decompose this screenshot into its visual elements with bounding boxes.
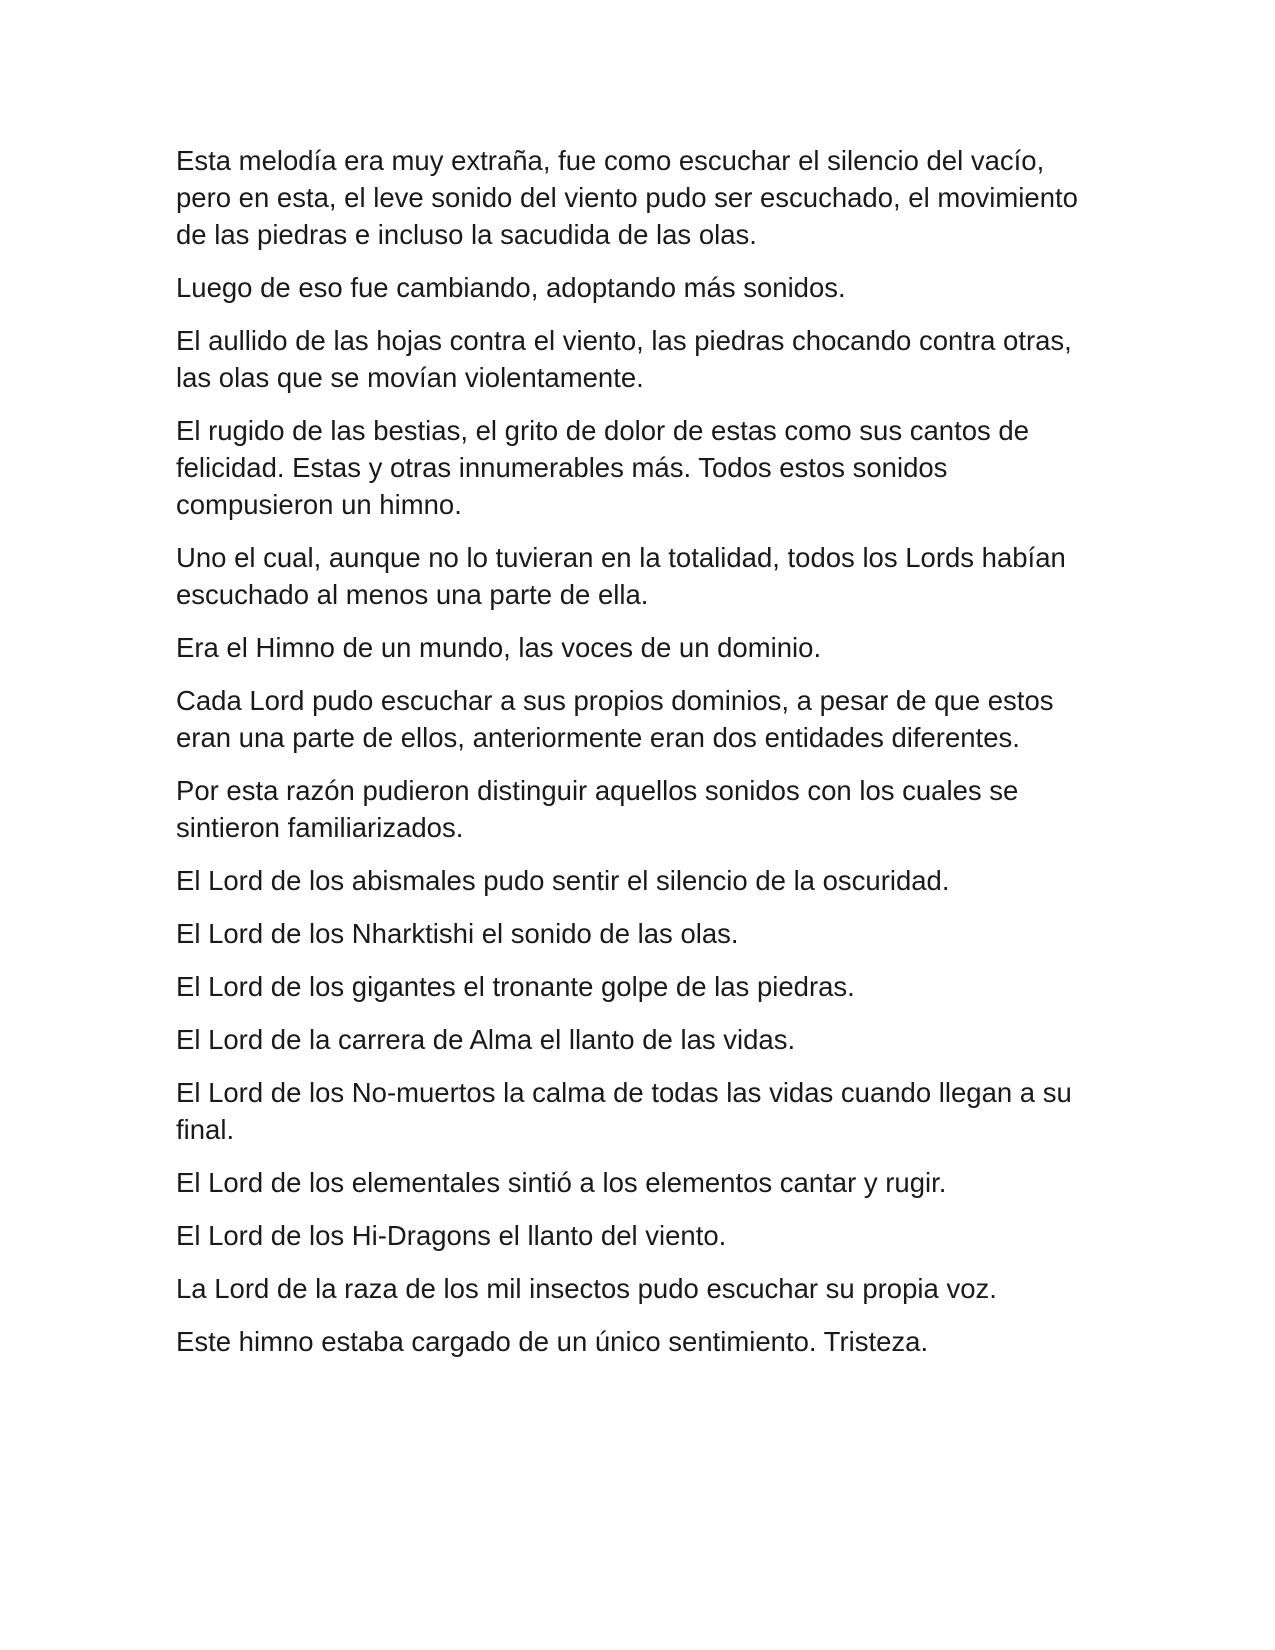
paragraph-13: El Lord de los No-muertos la calma de todas las vidas cuando llegan a su final. (176, 1077, 1072, 1145)
paragraph-17: Este himno estaba cargado de un único sentimiento. Tristeza. (176, 1326, 929, 1357)
paragraph-12: El Lord de la carrera de Alma el llanto de las vidas. (176, 1024, 796, 1055)
paragraph-5: Uno el cual, aunque no lo tuvieran en la totalidad, todos los Lords habían escuchado al menos una parte de ella. (176, 542, 1066, 610)
paragraph-1: Esta melodía era muy extraña, fue como escuchar el silencio del vacío, pero en esta, el leve sonido del viento pudo ser escuchado, el movimiento de las piedras e incluso la sacudida de las olas. (176, 145, 1078, 250)
paragraph-10: El Lord de los Nharktishi el sonido de las olas. (176, 918, 739, 949)
paragraph-14: El Lord de los elementales sintió a los elementos cantar y rugir. (176, 1167, 947, 1198)
paragraph-9: El Lord de los abismales pudo sentir el silencio de la oscuridad. (176, 865, 950, 896)
document-body (176, 142, 1106, 1376)
paragraph-4: El rugido de las bestias, el grito de dolor de estas como sus cantos de felicidad. Estas y otras innumerables más. Todos estos sonidos compusieron un himno. (176, 415, 1029, 520)
paragraph-11: El Lord de los gigantes el tronante golpe de las piedras. (176, 971, 855, 1002)
paragraph-8: Por esta razón pudieron distinguir aquellos sonidos con los cuales se sintieron familiarizados. (176, 775, 1019, 843)
paragraph-6: Era el Himno de un mundo, las voces de un dominio. (176, 632, 822, 663)
paragraph-16: La Lord de la raza de los mil insectos pudo escuchar su propia voz. (176, 1273, 997, 1304)
paragraph-3: El aullido de las hojas contra el viento, las piedras chocando contra otras, las olas que se movían violentamente. (176, 325, 1072, 393)
paragraph-15: El Lord de los Hi-Dragons el llanto del viento. (176, 1220, 727, 1251)
paragraph-7: Cada Lord pudo escuchar a sus propios dominios, a pesar de que estos eran una parte de ellos, anteriormente eran dos entidades diferentes. (176, 685, 1054, 753)
paragraph-2: Luego de eso fue cambiando, adoptando más sonidos. (176, 272, 846, 303)
